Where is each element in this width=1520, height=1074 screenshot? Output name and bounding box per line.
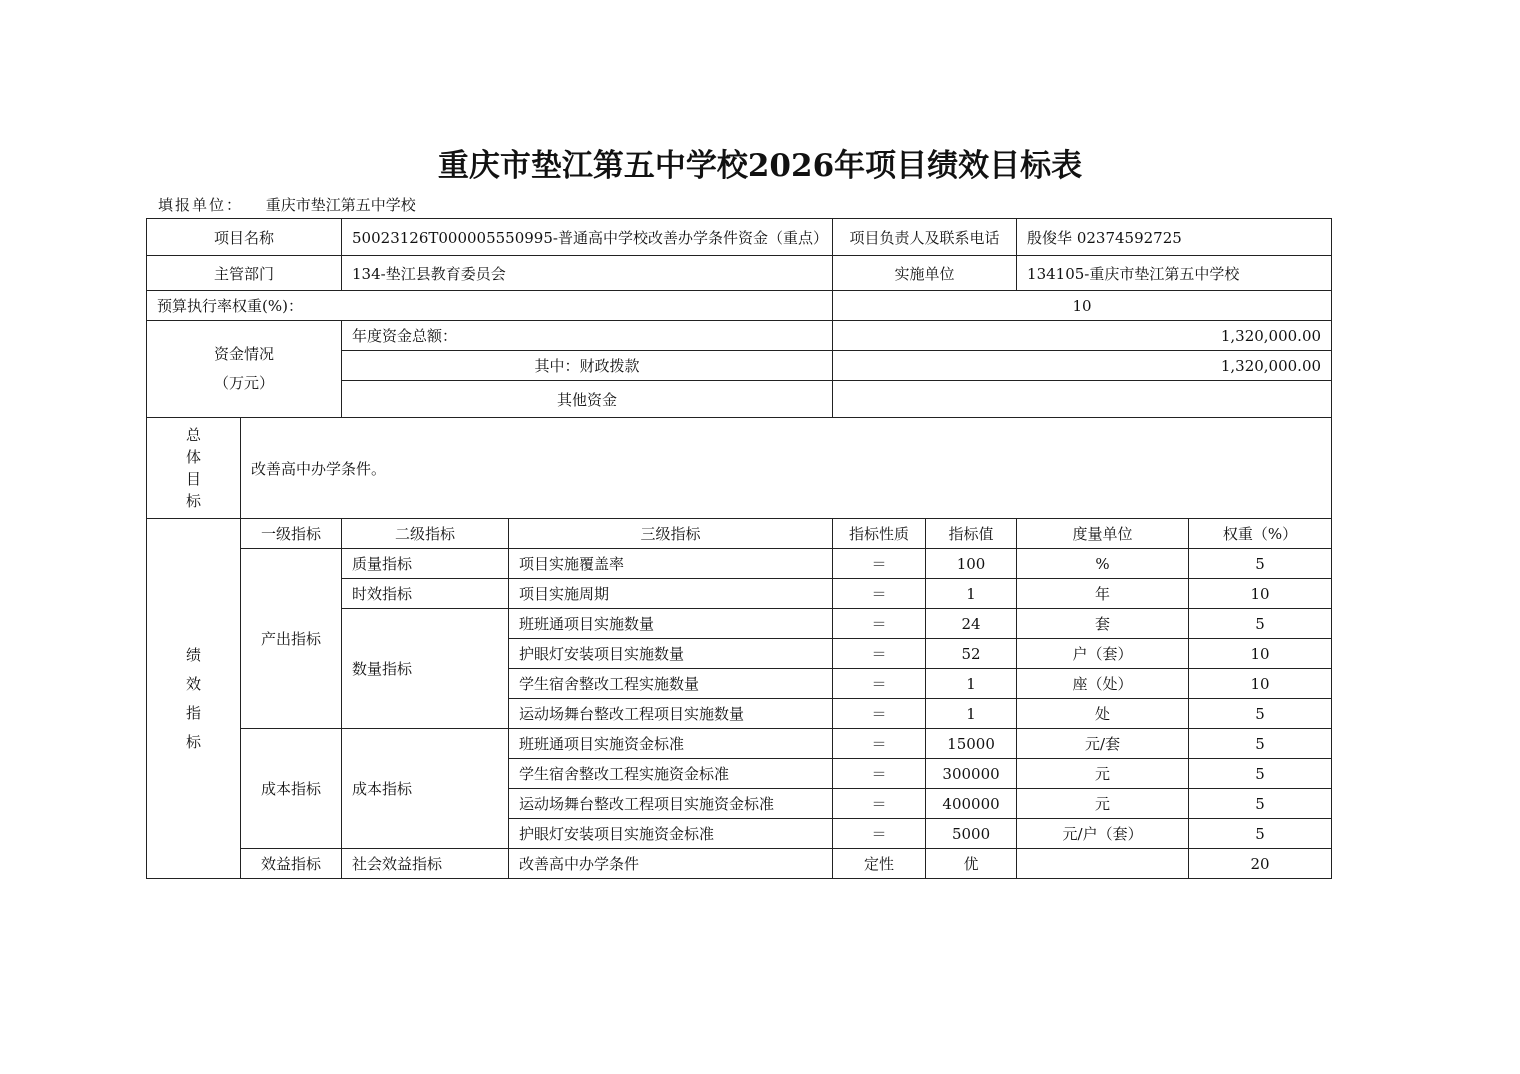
row-value: 100 <box>926 549 1017 579</box>
table-row <box>147 849 1332 879</box>
overall-goal-value: 改善高中办学条件。 <box>241 418 1332 519</box>
header-level3: 三级指标 <box>509 519 833 549</box>
goal-char: 目 <box>185 470 201 488</box>
group-output: 产出指标 <box>241 549 342 729</box>
other-funds-label: 其他资金 <box>342 381 833 418</box>
impl-label: 实施单位 <box>833 256 1017 291</box>
row-value: 52 <box>926 639 1017 669</box>
row-nature: 定性 <box>833 849 926 879</box>
performance-table <box>146 218 1332 879</box>
row-name: 班班通项目实施资金标准 <box>509 729 833 759</box>
row-weight: 5 <box>1189 609 1332 639</box>
dept-value: 134-垫江县教育委员会 <box>342 256 833 291</box>
row-nature: ＝ <box>833 609 926 639</box>
row-name: 学生宿舍整改工程实施数量 <box>509 669 833 699</box>
goal-char: 标 <box>185 492 201 510</box>
fiscal-label: 其中：财政拨款 <box>342 351 833 381</box>
group-cost: 成本指标 <box>241 729 342 849</box>
row-unit: 年 <box>1017 579 1189 609</box>
row-value: 5000 <box>926 819 1017 849</box>
fiscal-value: 1,320,000.00 <box>833 351 1332 381</box>
funds-label-text: 资金情况 <box>214 345 275 363</box>
group-benefit: 效益指标 <box>241 849 342 879</box>
row-name: 班班通项目实施数量 <box>509 609 833 639</box>
row-value: 1 <box>926 699 1017 729</box>
row-name: 学生宿舍整改工程实施资金标准 <box>509 759 833 789</box>
row-unit: 套 <box>1017 609 1189 639</box>
goal-char: 总 <box>185 426 201 444</box>
perf-char: 绩 <box>185 645 201 664</box>
row-nature: ＝ <box>833 789 926 819</box>
goal-char: 体 <box>185 448 201 466</box>
row-nature: ＝ <box>833 819 926 849</box>
row-value: 300000 <box>926 759 1017 789</box>
row-unit: % <box>1017 549 1189 579</box>
other-funds-value <box>833 381 1332 418</box>
row-unit: 元/套 <box>1017 729 1189 759</box>
annual-total-label: 年度资金总额： <box>342 321 833 351</box>
row-name: 护眼灯安装项目实施数量 <box>509 639 833 669</box>
row-value: 1 <box>926 579 1017 609</box>
reporting-unit <box>158 194 416 215</box>
row-weight: 5 <box>1189 789 1332 819</box>
project-name-value: 50023126T000005550995-普通高中学校改善办学条件资金（重点） <box>342 219 833 256</box>
header-nature: 指标性质 <box>833 519 926 549</box>
overall-goal-label <box>147 418 241 519</box>
header-level1: 一级指标 <box>241 519 342 549</box>
perf-char: 标 <box>185 732 201 751</box>
header-level2: 二级指标 <box>342 519 509 549</box>
row-name: 运动场舞台整改工程项目实施数量 <box>509 699 833 729</box>
row-name: 护眼灯安装项目实施资金标准 <box>509 819 833 849</box>
group-quality: 质量指标 <box>342 549 509 579</box>
row-weight: 5 <box>1189 549 1332 579</box>
row-nature: ＝ <box>833 759 926 789</box>
row-nature: ＝ <box>833 549 926 579</box>
row-name: 项目实施覆盖率 <box>509 549 833 579</box>
funds-unit-text: （万元） <box>214 374 275 392</box>
row-weight: 10 <box>1189 639 1332 669</box>
row-unit: 户（套） <box>1017 639 1189 669</box>
row-value: 15000 <box>926 729 1017 759</box>
annual-total-value: 1,320,000.00 <box>833 321 1332 351</box>
funds-label <box>147 321 342 418</box>
row-weight: 10 <box>1189 579 1332 609</box>
row-weight: 5 <box>1189 819 1332 849</box>
table-row <box>147 729 1332 759</box>
dept-label: 主管部门 <box>147 256 342 291</box>
perf-char: 指 <box>185 703 201 722</box>
row-nature: ＝ <box>833 639 926 669</box>
row-nature: ＝ <box>833 699 926 729</box>
row-unit: 元/户（套） <box>1017 819 1189 849</box>
budget-rate-label: 预算执行率权重(%)： <box>147 291 833 321</box>
row-name: 项目实施周期 <box>509 579 833 609</box>
contact-label: 项目负责人及联系电话 <box>833 219 1017 256</box>
budget-rate-value: 10 <box>833 291 1332 321</box>
row-unit: 元 <box>1017 759 1189 789</box>
page-title: 重庆市垫江第五中学校2026年项目绩效目标表 <box>437 148 1083 184</box>
row-unit: 座（处） <box>1017 669 1189 699</box>
row-nature: ＝ <box>833 669 926 699</box>
reporting-unit-label: 填报单位： <box>158 196 244 214</box>
row-unit: 处 <box>1017 699 1189 729</box>
header-weight: 权重（%） <box>1189 519 1332 549</box>
row-value: 优 <box>926 849 1017 879</box>
group-cost2: 成本指标 <box>342 729 509 849</box>
reporting-unit-value: 重庆市垫江第五中学校 <box>265 196 416 214</box>
header-unit: 度量单位 <box>1017 519 1189 549</box>
project-name-label: 项目名称 <box>147 219 342 256</box>
group-quantity: 数量指标 <box>342 609 509 729</box>
impl-value: 134105-重庆市垫江第五中学校 <box>1017 256 1332 291</box>
row-value: 400000 <box>926 789 1017 819</box>
row-name: 运动场舞台整改工程项目实施资金标准 <box>509 789 833 819</box>
group-time: 时效指标 <box>342 579 509 609</box>
header-value: 指标值 <box>926 519 1017 549</box>
row-unit: 元 <box>1017 789 1189 819</box>
perf-char: 效 <box>185 674 201 693</box>
row-unit <box>1017 849 1189 879</box>
row-nature: ＝ <box>833 729 926 759</box>
row-weight: 20 <box>1189 849 1332 879</box>
row-weight: 5 <box>1189 699 1332 729</box>
row-value: 1 <box>926 669 1017 699</box>
row-weight: 5 <box>1189 729 1332 759</box>
row-weight: 5 <box>1189 759 1332 789</box>
row-name: 改善高中办学条件 <box>509 849 833 879</box>
table-row <box>147 549 1332 579</box>
row-value: 24 <box>926 609 1017 639</box>
row-nature: ＝ <box>833 579 926 609</box>
group-social: 社会效益指标 <box>342 849 509 879</box>
contact-value: 殷俊华 02374592725 <box>1017 219 1332 256</box>
perf-side-label <box>147 519 241 879</box>
row-weight: 10 <box>1189 669 1332 699</box>
